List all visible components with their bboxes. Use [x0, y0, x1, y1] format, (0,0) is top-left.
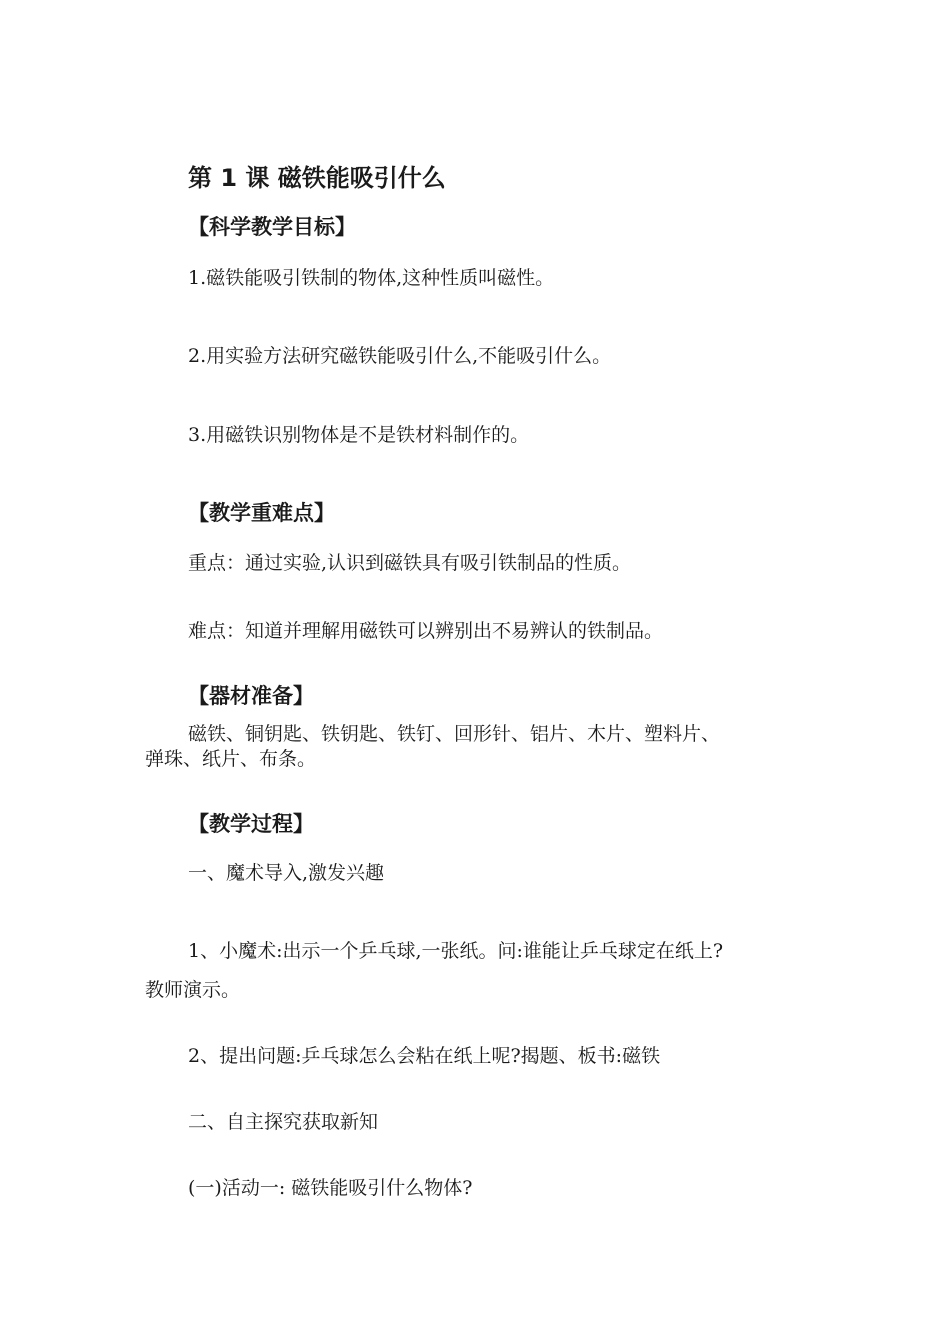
objective-item: 2.用实验方法研究磁铁能吸引什么,不能吸引什么。 — [188, 345, 612, 367]
objective-item: 3.用磁铁识别物体是不是铁材料制作的。 — [188, 424, 530, 446]
step-paragraph: 1、小魔术:出示一个乒乓球,一张纸。问:谁能让乒乓球定在纸上? — [188, 940, 724, 962]
section-heading: 一、魔术导入,激发兴趣 — [188, 862, 385, 884]
objectives-heading: 【科学教学目标】 — [188, 215, 356, 239]
key-points-heading: 【教学重难点】 — [188, 501, 335, 525]
materials-line: 弹珠、纸片、布条。 — [145, 748, 317, 770]
objective-item: 1.磁铁能吸引铁制的物体,这种性质叫磁性。 — [188, 267, 555, 289]
materials-heading: 【器材准备】 — [188, 684, 314, 708]
section-heading: 二、自主探究获取新知 — [188, 1111, 379, 1133]
difficulty-paragraph: 难点：知道并理解用磁铁可以辨别出不易辨认的铁制品。 — [188, 620, 664, 642]
materials-line: 磁铁、铜钥匙、铁钥匙、铁钉、回形针、铝片、木片、塑料片、 — [188, 723, 721, 745]
step-paragraph: 2、提出问题:乒乓球怎么会粘在纸上呢?揭题、板书:磁铁 — [188, 1045, 661, 1067]
process-heading: 【教学过程】 — [188, 812, 314, 836]
lesson-title: 第 1 课 磁铁能吸引什么 — [188, 164, 446, 192]
focus-paragraph: 重点：通过实验,认识到磁铁具有吸引铁制品的性质。 — [188, 552, 632, 574]
activity-heading: (一)活动一: 磁铁能吸引什么物体? — [188, 1177, 473, 1199]
step-paragraph: 教师演示。 — [145, 979, 241, 1001]
